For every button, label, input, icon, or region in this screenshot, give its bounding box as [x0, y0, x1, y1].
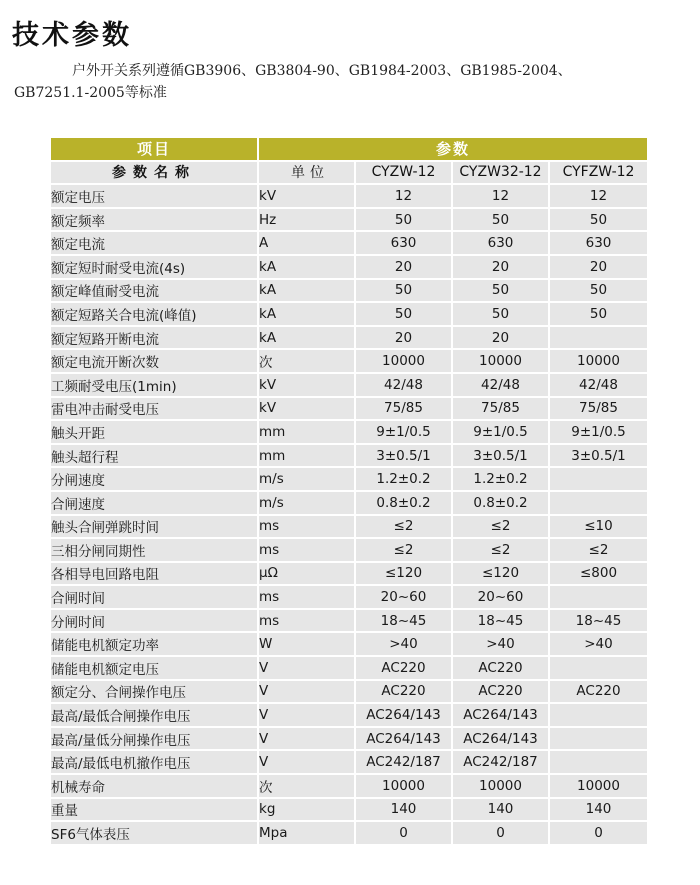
param-name: 机械寿命	[51, 775, 257, 797]
param-unit: kg	[257, 799, 354, 821]
param-value: 42/48	[451, 374, 548, 396]
param-name: 额定分、合闸操作电压	[51, 681, 257, 703]
table-row	[51, 280, 647, 302]
param-unit: V	[257, 751, 354, 773]
param-value: >40	[354, 633, 451, 655]
param-value: 1.2±0.2	[354, 468, 451, 490]
param-value	[548, 728, 647, 750]
table-row	[51, 563, 647, 585]
param-value	[548, 657, 647, 679]
param-value: 50	[548, 303, 647, 325]
param-name: 重量	[51, 799, 257, 821]
param-name: 最高/最低电机撤作电压	[51, 751, 257, 773]
param-value: 0	[548, 822, 647, 844]
table-row	[51, 303, 647, 325]
param-value: 0	[354, 822, 451, 844]
table-row	[51, 445, 647, 467]
param-unit: mm	[257, 421, 354, 443]
param-value: AC220	[354, 657, 451, 679]
param-value: 20	[354, 256, 451, 278]
param-value: 50	[354, 303, 451, 325]
param-value: 50	[451, 303, 548, 325]
param-name: 额定电压	[51, 185, 257, 207]
param-value: 10000	[354, 775, 451, 797]
param-value: 50	[354, 209, 451, 231]
param-name: 触头超行程	[51, 445, 257, 467]
col-name-header: 参数名称	[51, 162, 257, 184]
table-row	[51, 539, 647, 561]
param-unit: kA	[257, 256, 354, 278]
param-unit: kA	[257, 327, 354, 349]
param-value: AC264/143	[354, 728, 451, 750]
param-name: 额定短路开断电流	[51, 327, 257, 349]
param-unit: kV	[257, 398, 354, 420]
col-model-header: CYZW32-12	[451, 162, 548, 184]
param-value: 140	[354, 799, 451, 821]
param-name: 分闸速度	[51, 468, 257, 490]
param-name: 额定电流	[51, 232, 257, 254]
param-value: 18~45	[354, 610, 451, 632]
header-params: 参数	[257, 138, 647, 160]
param-value: 75/85	[548, 398, 647, 420]
param-name: 储能电机额定功率	[51, 633, 257, 655]
param-name: 最高/最低合闸操作电压	[51, 704, 257, 726]
param-unit: 次	[257, 775, 354, 797]
param-value: 3±0.5/1	[548, 445, 647, 467]
column-header-row	[51, 162, 647, 184]
param-value: AC264/143	[451, 728, 548, 750]
col-model-header: CYFZW-12	[548, 162, 647, 184]
table-row	[51, 185, 647, 207]
param-name: 雷电冲击耐受电压	[51, 398, 257, 420]
param-unit: 次	[257, 350, 354, 372]
param-name: 分闸时间	[51, 610, 257, 632]
param-value	[548, 586, 647, 608]
table-row	[51, 799, 647, 821]
param-value: 140	[548, 799, 647, 821]
intro-line-2: GB7251.1-2005等标准	[14, 85, 167, 101]
param-unit: A	[257, 232, 354, 254]
table-row	[51, 209, 647, 231]
table-row	[51, 610, 647, 632]
intro-line-1: 户外开关系列遵循GB3906、GB3804-90、GB1984-2003、GB1985-2004、	[72, 63, 572, 79]
table-row	[51, 633, 647, 655]
param-value: 0.8±0.2	[451, 492, 548, 514]
param-unit: kV	[257, 185, 354, 207]
table-row	[51, 586, 647, 608]
param-unit: V	[257, 704, 354, 726]
param-unit: ms	[257, 516, 354, 538]
param-value: 630	[354, 232, 451, 254]
param-value: AC220	[354, 681, 451, 703]
param-value: 20	[451, 256, 548, 278]
table-row	[51, 256, 647, 278]
param-value: 50	[548, 280, 647, 302]
table-row	[51, 775, 647, 797]
param-name: 合闸时间	[51, 586, 257, 608]
param-value: 0.8±0.2	[354, 492, 451, 514]
param-unit: Mpa	[257, 822, 354, 844]
table-row	[51, 492, 647, 514]
param-value: 0	[451, 822, 548, 844]
intro-paragraph	[14, 60, 694, 104]
param-unit: mm	[257, 445, 354, 467]
param-name: 三相分闸同期性	[51, 539, 257, 561]
param-value: 42/48	[548, 374, 647, 396]
param-value: 75/85	[451, 398, 548, 420]
param-value: 630	[451, 232, 548, 254]
param-value: 20~60	[354, 586, 451, 608]
param-value: ≤2	[354, 516, 451, 538]
param-value: 20	[548, 256, 647, 278]
table-row	[51, 374, 647, 396]
param-value: 10000	[451, 350, 548, 372]
table-row	[51, 327, 647, 349]
param-value: 20	[451, 327, 548, 349]
param-name: 额定短时耐受电流(4s)	[51, 256, 257, 278]
param-value: 140	[451, 799, 548, 821]
param-value: AC242/187	[451, 751, 548, 773]
table-row	[51, 350, 647, 372]
param-name: 合闸速度	[51, 492, 257, 514]
param-value: 50	[451, 209, 548, 231]
table-row	[51, 681, 647, 703]
param-value	[548, 468, 647, 490]
param-value	[548, 751, 647, 773]
param-value: 10000	[451, 775, 548, 797]
param-value: ≤2	[548, 539, 647, 561]
param-unit: m/s	[257, 468, 354, 490]
param-name: 额定频率	[51, 209, 257, 231]
param-value: 12	[548, 185, 647, 207]
param-value: ≤120	[451, 563, 548, 585]
table-row	[51, 822, 647, 844]
table-row	[51, 421, 647, 443]
param-unit: W	[257, 633, 354, 655]
table-header-row	[51, 138, 647, 160]
param-value: 50	[548, 209, 647, 231]
param-value: 9±1/0.5	[451, 421, 548, 443]
param-unit: μΩ	[257, 563, 354, 585]
param-value: AC220	[548, 681, 647, 703]
table-row	[51, 728, 647, 750]
param-name: 最高/量低分闸操作电压	[51, 728, 257, 750]
table-row	[51, 704, 647, 726]
param-name: 触头合闸弹跳时间	[51, 516, 257, 538]
param-unit: Hz	[257, 209, 354, 231]
param-unit: V	[257, 681, 354, 703]
param-name: 储能电机额定电压	[51, 657, 257, 679]
param-value: >40	[451, 633, 548, 655]
table-row	[51, 751, 647, 773]
param-value: 10000	[548, 775, 647, 797]
table-row	[51, 232, 647, 254]
param-value: 9±1/0.5	[548, 421, 647, 443]
param-name: 各相导电回路电阻	[51, 563, 257, 585]
param-name: 额定电流开断次数	[51, 350, 257, 372]
param-unit: kA	[257, 303, 354, 325]
param-value: 10000	[354, 350, 451, 372]
param-value: 1.2±0.2	[451, 468, 548, 490]
param-value: 12	[451, 185, 548, 207]
param-name: 工频耐受电压(1min)	[51, 374, 257, 396]
param-value: >40	[548, 633, 647, 655]
param-unit: kV	[257, 374, 354, 396]
param-value: AC264/143	[354, 704, 451, 726]
param-value: 20	[354, 327, 451, 349]
param-value: 75/85	[354, 398, 451, 420]
param-value: 3±0.5/1	[451, 445, 548, 467]
param-name: 触头开距	[51, 421, 257, 443]
param-value: 50	[354, 280, 451, 302]
param-unit: V	[257, 728, 354, 750]
param-unit: ms	[257, 539, 354, 561]
param-value: 18~45	[451, 610, 548, 632]
param-value: ≤800	[548, 563, 647, 585]
param-value: 9±1/0.5	[354, 421, 451, 443]
param-value: AC220	[451, 681, 548, 703]
table-row	[51, 398, 647, 420]
param-unit: V	[257, 657, 354, 679]
param-value	[548, 492, 647, 514]
param-value: AC264/143	[451, 704, 548, 726]
param-unit: m/s	[257, 492, 354, 514]
table-row	[51, 516, 647, 538]
header-item: 项目	[51, 138, 257, 160]
col-unit-header: 单位	[257, 162, 354, 184]
page-title: 技术参数	[12, 20, 132, 51]
param-unit: kA	[257, 280, 354, 302]
param-value: 3±0.5/1	[354, 445, 451, 467]
param-value: ≤2	[354, 539, 451, 561]
param-unit: ms	[257, 610, 354, 632]
table-row	[51, 468, 647, 490]
param-value: ≤10	[548, 516, 647, 538]
param-value: AC242/187	[354, 751, 451, 773]
param-value	[548, 327, 647, 349]
param-value: 18~45	[548, 610, 647, 632]
param-value: 20~60	[451, 586, 548, 608]
table-row	[51, 657, 647, 679]
param-unit: ms	[257, 586, 354, 608]
param-value: ≤120	[354, 563, 451, 585]
param-name: 额定峰值耐受电流	[51, 280, 257, 302]
param-name: 额定短路关合电流(峰值)	[51, 303, 257, 325]
param-value: ≤2	[451, 539, 548, 561]
param-value	[548, 704, 647, 726]
param-name: SF6气体表压	[51, 822, 257, 844]
param-value: 42/48	[354, 374, 451, 396]
col-model-header: CYZW-12	[354, 162, 451, 184]
param-value: 12	[354, 185, 451, 207]
spec-table	[51, 136, 647, 846]
param-value: 50	[451, 280, 548, 302]
param-value: 10000	[548, 350, 647, 372]
param-value: AC220	[451, 657, 548, 679]
param-value: ≤2	[451, 516, 548, 538]
param-value: 630	[548, 232, 647, 254]
